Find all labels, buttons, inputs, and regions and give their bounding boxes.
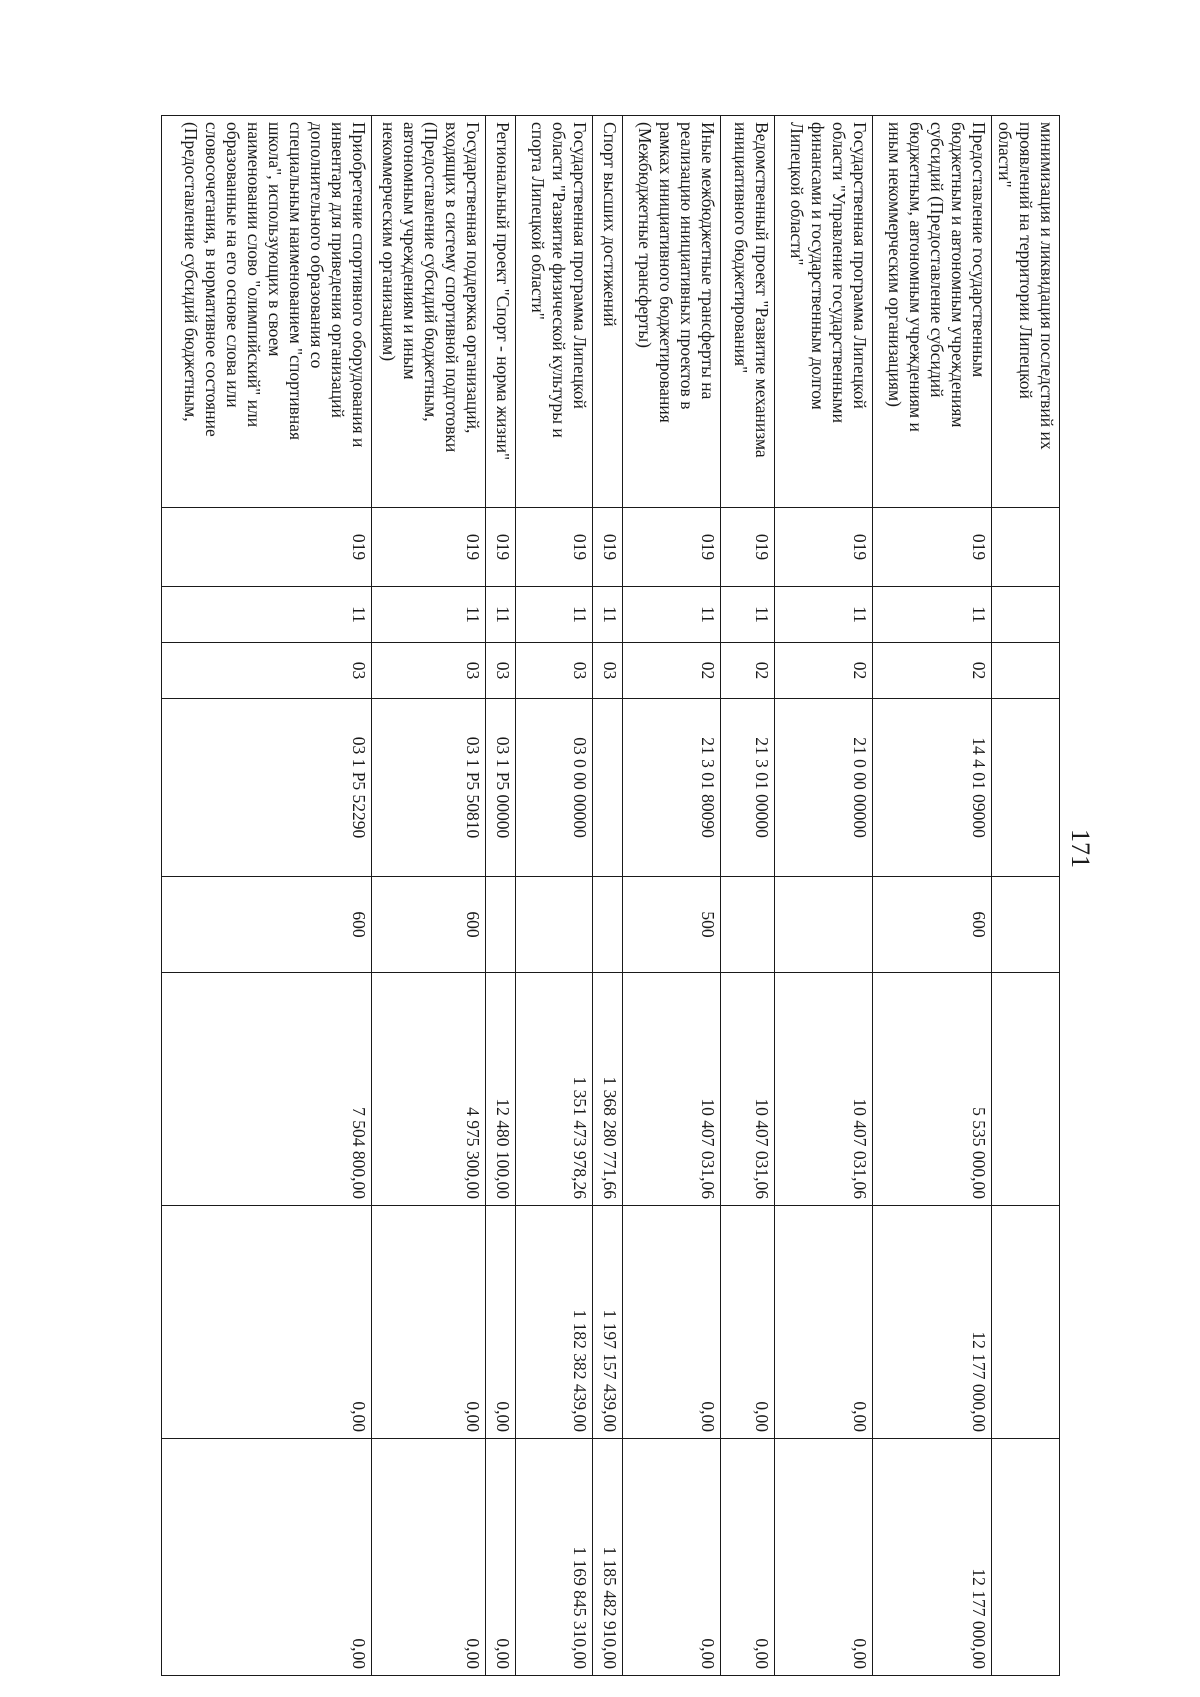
table-row (623, 116, 721, 1676)
section-code-cell: 11 (623, 587, 721, 643)
subsection-code-cell: 03 (162, 643, 372, 699)
subsection-code-cell: 03 (516, 643, 593, 699)
subsection-code-cell: 02 (623, 643, 721, 699)
amount-year1-cell: 1 351 473 978,26 (516, 973, 593, 1206)
section-code-cell: 11 (486, 587, 516, 643)
subsection-code-cell: 03 (593, 643, 623, 699)
table-row (372, 116, 486, 1676)
row-name-cell: Государственная программа Липецкой области "Управление государственными финансами и государственным долгом Липецкой области" (775, 116, 873, 508)
row-name-cell: Предоставление государственным бюджетным и автономным учреждениям субсидий (Предоставление субсидий бюджетным, автономным учреждениям и иным некоммерческим организациям) (873, 116, 992, 508)
row-name-cell: Спорт высших достижений (593, 116, 623, 508)
table-row (486, 116, 516, 1676)
section-code-cell: 11 (873, 587, 992, 643)
row-name-cell: Государственная программа Липецкой области "Развитие физической культуры и спорта Липецкой области" (516, 116, 593, 508)
table-row (775, 116, 873, 1676)
amount-year3-cell: 0,00 (372, 1439, 486, 1676)
admin-code-cell: 019 (516, 508, 593, 587)
amount-year2-cell: 0,00 (162, 1206, 372, 1439)
subsection-code-cell: 03 (486, 643, 516, 699)
amount-year1-cell: 5 535 000,00 (873, 973, 992, 1206)
admin-code-cell: 019 (372, 508, 486, 587)
table-row (873, 116, 992, 1676)
amount-year3-cell: 1 185 482 910,00 (593, 1439, 623, 1676)
amount-year1-cell: 7 504 800,00 (162, 973, 372, 1206)
subsection-code-cell: 02 (721, 643, 775, 699)
admin-code-cell (992, 508, 1060, 587)
target-article-cell: 03 0 00 00000 (516, 699, 593, 877)
row-name-cell: Приобретение спортивного оборудования и инвентаря для приведения организаций дополнительного образования со специальным наименованием "спортивная школа", использующих в своем наименовании слово "олимпийский" или образованные на его основе слова или словосочетания, в нормативное состояние (Предоставление субсидий бюджетным, (162, 116, 372, 508)
amount-year2-cell: 0,00 (623, 1206, 721, 1439)
row-name-cell: Государственная поддержка организаций, входящих в систему спортивной подготовки (Предоставление субсидий бюджетным, автономным учреждениям и иным некоммерческим организациям) (372, 116, 486, 508)
target-article-cell: 21 3 01 80090 (623, 699, 721, 877)
expense-type-cell (992, 877, 1060, 973)
target-article-cell: 03 1 P5 50810 (372, 699, 486, 877)
amount-year1-cell: 10 407 031,06 (721, 973, 775, 1206)
amount-year2-cell: 0,00 (372, 1206, 486, 1439)
subsection-code-cell (992, 643, 1060, 699)
admin-code-cell: 019 (775, 508, 873, 587)
expense-type-cell (775, 877, 873, 973)
amount-year2-cell: 0,00 (775, 1206, 873, 1439)
expense-type-cell: 600 (873, 877, 992, 973)
amount-year3-cell (992, 1439, 1060, 1676)
section-code-cell: 11 (775, 587, 873, 643)
subsection-code-cell: 03 (372, 643, 486, 699)
target-article-cell: 14 4 01 09000 (873, 699, 992, 877)
expense-type-cell (486, 877, 516, 973)
admin-code-cell: 019 (623, 508, 721, 587)
table-body (162, 116, 1060, 1676)
expense-type-cell: 600 (162, 877, 372, 973)
admin-code-cell: 019 (593, 508, 623, 587)
table-row (721, 116, 775, 1676)
target-article-cell: 21 0 00 00000 (775, 699, 873, 877)
row-name-cell: Региональный проект "Спорт - норма жизни" (486, 116, 516, 508)
expense-type-cell (516, 877, 593, 973)
target-article-cell: 21 3 01 00000 (721, 699, 775, 877)
amount-year3-cell: 0,00 (775, 1439, 873, 1676)
admin-code-cell: 019 (162, 508, 372, 587)
target-article-cell: 03 1 P5 52290 (162, 699, 372, 877)
amount-year2-cell (992, 1206, 1060, 1439)
subsection-code-cell: 02 (775, 643, 873, 699)
section-code-cell (992, 587, 1060, 643)
target-article-cell (593, 699, 623, 877)
table-row (992, 116, 1060, 1676)
target-article-cell (992, 699, 1060, 877)
expense-type-cell: 600 (372, 877, 486, 973)
amount-year1-cell: 4 975 300,00 (372, 973, 486, 1206)
amount-year2-cell: 0,00 (486, 1206, 516, 1439)
row-name-cell: минимизация и ликвидация последствий их проявлений на территории Липецкой области" (992, 116, 1060, 508)
amount-year1-cell: 12 480 100,00 (486, 973, 516, 1206)
amount-year3-cell: 0,00 (162, 1439, 372, 1676)
amount-year2-cell: 0,00 (721, 1206, 775, 1439)
page-number: 171 (1066, 829, 1095, 868)
amount-year3-cell: 0,00 (623, 1439, 721, 1676)
amount-year3-cell: 0,00 (721, 1439, 775, 1676)
section-code-cell: 11 (721, 587, 775, 643)
amount-year3-cell: 1 169 845 310,00 (516, 1439, 593, 1676)
section-code-cell: 11 (516, 587, 593, 643)
admin-code-cell: 019 (721, 508, 775, 587)
table-row (516, 116, 593, 1676)
row-name-cell: Ведомственный проект "Развитие механизма инициативного бюджетирования" (721, 116, 775, 508)
section-code-cell: 11 (593, 587, 623, 643)
amount-year2-cell: 1 197 157 439,00 (593, 1206, 623, 1439)
target-article-cell: 03 1 P5 00000 (486, 699, 516, 877)
amount-year3-cell: 12 177 000,00 (873, 1439, 992, 1676)
amount-year2-cell: 12 177 000,00 (873, 1206, 992, 1439)
table-row (162, 116, 372, 1676)
expense-type-cell (593, 877, 623, 973)
amount-year1-cell: 10 407 031,06 (623, 973, 721, 1206)
budget-table (161, 115, 1060, 1676)
amount-year1-cell: 1 368 280 771,66 (593, 973, 623, 1206)
row-name-cell: Иные межбюджетные трансферты на реализацию инициативных проектов в рамках инициативного бюджетирования (Межбюджетные трансферты) (623, 116, 721, 508)
expense-type-cell: 500 (623, 877, 721, 973)
section-code-cell: 11 (162, 587, 372, 643)
admin-code-cell: 019 (486, 508, 516, 587)
amount-year3-cell: 0,00 (486, 1439, 516, 1676)
section-code-cell: 11 (372, 587, 486, 643)
amount-year2-cell: 1 182 382 439,00 (516, 1206, 593, 1439)
admin-code-cell: 019 (873, 508, 992, 587)
amount-year1-cell (992, 973, 1060, 1206)
subsection-code-cell: 02 (873, 643, 992, 699)
expense-type-cell (721, 877, 775, 973)
table-row (593, 116, 623, 1676)
amount-year1-cell: 10 407 031,06 (775, 973, 873, 1206)
